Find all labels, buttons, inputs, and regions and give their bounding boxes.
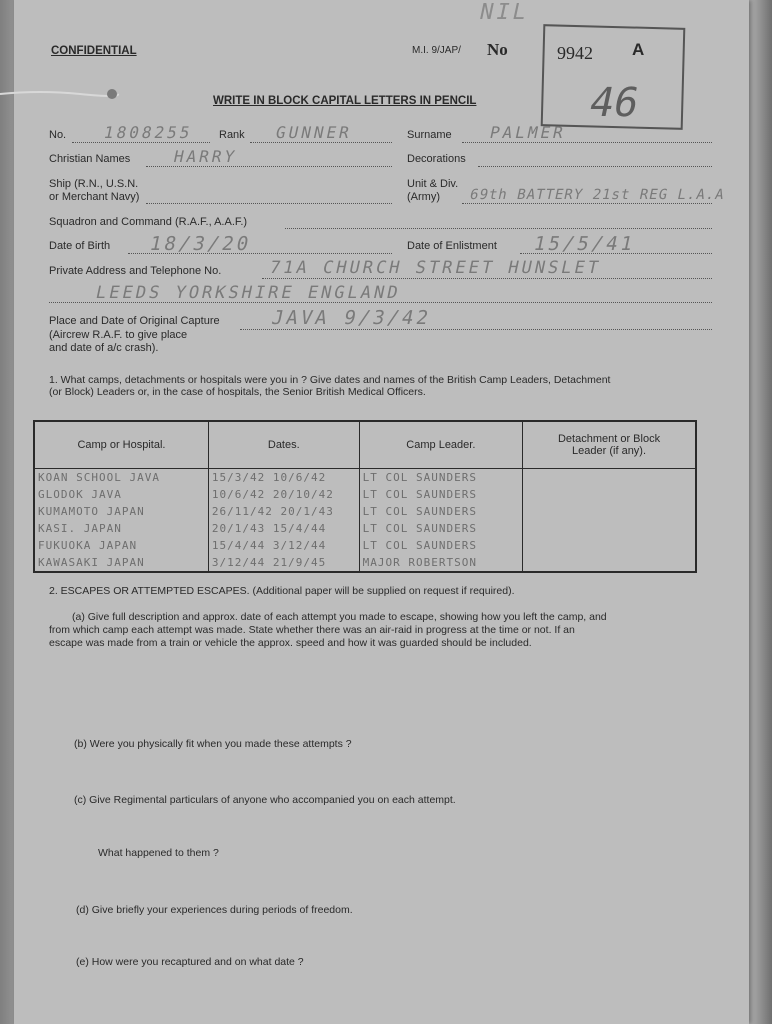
cell-camp: KASI. JAPAN [38, 522, 122, 535]
cell-leader: LT COL SAUNDERS [359, 486, 522, 503]
squadron-label: Squadron and Command (R.A.F., A.A.F.) [49, 216, 248, 228]
cell-camp: GLODOK JAVA [38, 488, 122, 501]
cell-dates: 20/1/43 15/4/44 [208, 520, 359, 537]
dotted-line [520, 253, 712, 254]
table-header-row [34, 421, 696, 469]
reference-number: 9942 [557, 43, 593, 63]
dotted-line [146, 166, 392, 167]
ship-label-2: or Merchant Navy) [49, 191, 140, 203]
cell-leader: MAJOR ROBERTSON [359, 554, 522, 572]
capture-label-1: Place and Date of Original Capture [49, 315, 220, 327]
cell-leader: LT COL SAUNDERS [359, 537, 522, 554]
question-1-line-2: (or Block) Leaders or, in the case of hospitals, the Senior British Medical Officers. [49, 386, 426, 398]
cell-leader: LT COL SAUNDERS [359, 503, 522, 520]
cell-dates: 10/6/42 20/10/42 [208, 486, 359, 503]
col-header-camp: Camp or Hospital. [34, 421, 208, 469]
cell-camp: FUKUOKA JAPAN [38, 539, 138, 552]
dotted-line [478, 166, 712, 167]
capture-label-3: and date of a/c crash). [49, 342, 159, 354]
rank-label: Rank [219, 129, 245, 141]
cell-detachment [523, 469, 696, 487]
address-label: Private Address and Telephone No. [49, 265, 222, 277]
cell-detachment [523, 537, 696, 554]
dotted-line [49, 302, 712, 303]
dotted-line [285, 228, 712, 229]
cell-detachment [523, 503, 696, 520]
page-edge [746, 0, 772, 1024]
cell-leader: LT COL SAUNDERS [359, 520, 522, 537]
cell-dates: 3/12/44 21/9/45 [208, 554, 359, 572]
question-2a-line-2: from which camp each attempt was made. State whether there was an air-raid in progress at the time or not. If an [49, 624, 575, 636]
christian-names-label: Christian Names [49, 153, 131, 165]
decorations-label: Decorations [407, 153, 466, 165]
cell-camp: KOAN SCHOOL JAVA [38, 471, 160, 484]
camps-table [33, 420, 697, 573]
instruction-heading: WRITE IN BLOCK CAPITAL LETTERS IN PENCIL [213, 95, 477, 107]
cell-camp: KUMAMOTO JAPAN [38, 505, 145, 518]
dotted-line [240, 329, 712, 330]
cell-dates: 26/11/42 20/1/43 [208, 503, 359, 520]
capture-label-2: (Aircrew R.A.F. to give place [49, 329, 188, 341]
surname-value: PALMER [487, 123, 568, 142]
question-2c: (c) Give Regimental particulars of anyone who accompanied you on each attempt. [74, 794, 456, 806]
question-2c-followup: What happened to them ? [98, 847, 219, 859]
cell-dates: 15/4/44 3/12/44 [208, 537, 359, 554]
dotted-line [146, 203, 392, 204]
rank-value: GUNNER [273, 123, 354, 142]
address-line-2: LEEDS YORKSHIRE ENGLAND [93, 283, 403, 303]
mi9-prefix: M.I. 9/JAP/ [412, 45, 461, 56]
service-no-value: 1808255 [101, 123, 195, 142]
dotted-line [262, 278, 712, 279]
dotted-line [128, 253, 392, 254]
table-row [34, 469, 696, 487]
address-line-1: 71A CHURCH STREET HUNSLET [267, 258, 604, 278]
table-row [34, 503, 696, 520]
cell-camp: KAWASAKI JAPAN [38, 556, 145, 569]
capture-value: JAVA 9/3/42 [269, 307, 434, 329]
service-no-label: No. [49, 129, 67, 141]
top-scrawl: NIL [477, 0, 532, 25]
unit-label-2: (Army) [407, 191, 440, 203]
tag-string [0, 88, 120, 100]
table-row [34, 486, 696, 503]
unit-value: 69th BATTERY 21st REG L.A.A [468, 187, 727, 203]
dotted-line [72, 142, 210, 143]
dotted-line [462, 203, 712, 204]
enlistment-value: 15/5/41 [531, 233, 638, 255]
surname-label: Surname [407, 129, 452, 141]
dotted-line [250, 142, 392, 143]
enlistment-label: Date of Enlistment [407, 240, 497, 252]
table-row [34, 554, 696, 572]
dotted-line [462, 142, 712, 143]
number-label: No [487, 40, 508, 59]
question-2a-line-3: escape was made from a train or vehicle the approx. speed and how it was guarded should be included. [49, 637, 532, 649]
col-header-camp-leader: Camp Leader. [359, 421, 522, 469]
unit-label-1: Unit & Div. [407, 178, 459, 190]
question-2-title: 2. ESCAPES OR ATTEMPTED ESCAPES. (Additional paper will be supplied on request if required). [49, 585, 515, 597]
question-2b: (b) Were you physically fit when you made these attempts ? [74, 738, 352, 750]
col-header-dates: Dates. [208, 421, 359, 469]
cell-leader: LT COL SAUNDERS [359, 469, 522, 487]
confidential-label: CONFIDENTIAL [51, 45, 137, 57]
table-row [34, 520, 696, 537]
col-header-detachment-leader: Detachment or Block Leader (if any). [523, 421, 696, 469]
cell-detachment [523, 554, 696, 572]
christian-names-value: HARRY [171, 147, 240, 166]
question-2d: (d) Give briefly your experiences during periods of freedom. [76, 904, 353, 916]
table-row [34, 537, 696, 554]
ship-label-1: Ship (R.N., U.S.N. [49, 178, 139, 190]
handwritten-number: 46 [585, 80, 644, 126]
cell-dates: 15/3/42 10/6/42 [208, 469, 359, 487]
cell-detachment [523, 520, 696, 537]
question-2a-line-1: (a) Give full description and approx. date of each attempt you made to escape, showing how you left the camp, and [72, 611, 607, 623]
cell-detachment [523, 486, 696, 503]
question-1-line-1: 1. What camps, detachments or hospitals were you in ? Give dates and names of the British Camp Leaders, Detachment [49, 374, 611, 386]
date-of-birth-label: Date of Birth [49, 240, 111, 252]
question-2e: (e) How were you recaptured and on what date ? [76, 956, 304, 968]
reference-letter: A [632, 40, 645, 59]
date-of-birth-value: 18/3/20 [147, 233, 254, 255]
